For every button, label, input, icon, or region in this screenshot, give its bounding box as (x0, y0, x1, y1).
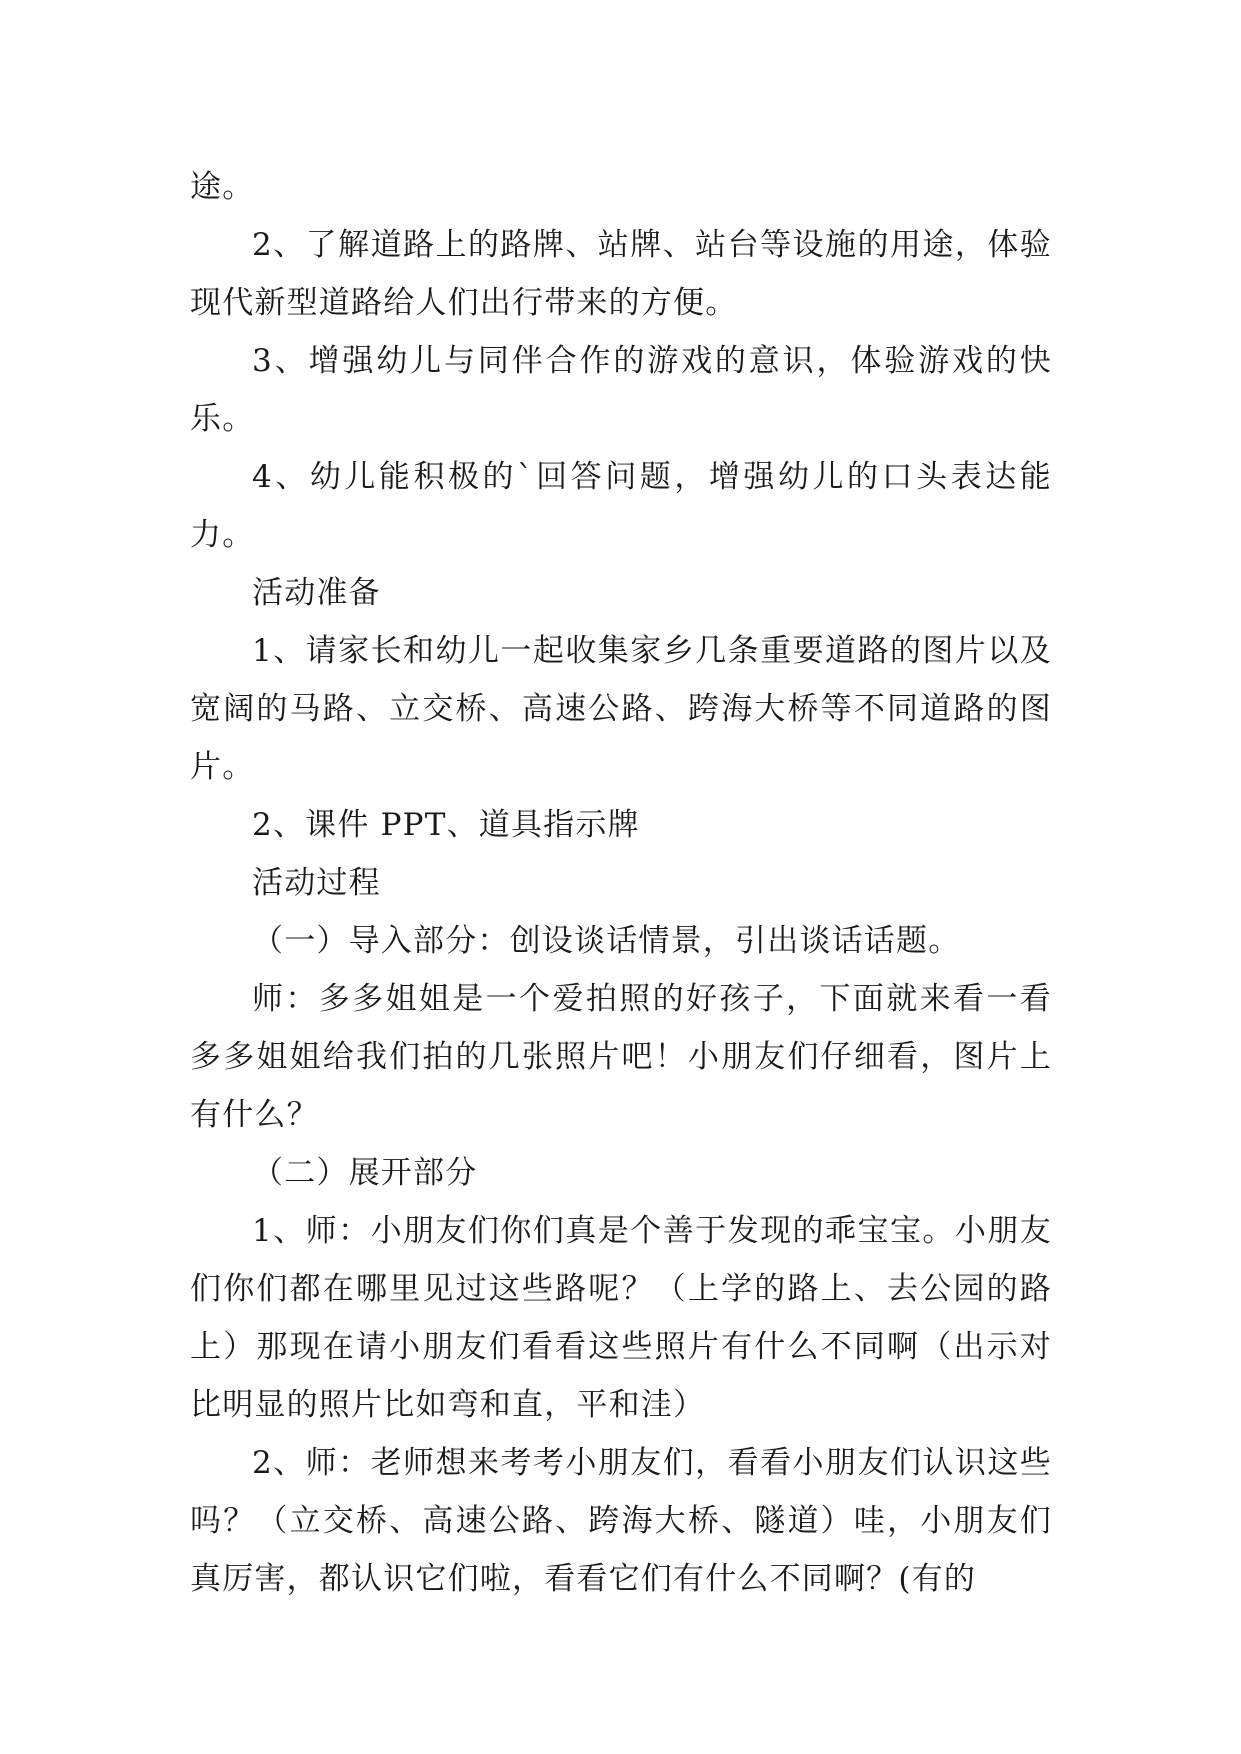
heading-preparation: 活动准备 (252, 575, 381, 611)
paragraph-preparation-2: 2、课件 PPT、道具指示牌 (252, 807, 640, 843)
paragraph-teacher-intro: 师：多多姐姐是一个爱拍照的好孩子，下面就来看一看多多姐姐给我们拍的几张照片吧！小朋友们仔细看，图片上有什么？ (190, 981, 1052, 1133)
paragraph-development-1: 1、师：小朋友们你们真是个善于发现的乖宝宝。小朋友们你们都在哪里见过这些路呢？（上学的路上、去公园的路上）那现在请小朋友们看看这些照片有什么不同啊（出示对比明显的照片比如弯和直，平和洼） (190, 1213, 1052, 1423)
paragraph-goal-4: 4、幼儿能积极的`回答问题，增强幼儿的口头表达能力。 (190, 459, 1052, 553)
document-body (190, 158, 1052, 1608)
paragraph-continuation: 途。 (190, 169, 255, 205)
paragraph-goal-2: 2、了解道路上的路牌、站牌、站台等设施的用途，体验现代新型道路给人们出行带来的方便。 (190, 227, 1052, 321)
paragraph-preparation-1: 1、请家长和幼儿一起收集家乡几条重要道路的图片以及宽阔的马路、立交桥、高速公路、跨海大桥等不同道路的图片。 (190, 633, 1052, 785)
heading-development-section: （二）展开部分 (252, 1155, 478, 1191)
paragraph-goal-3: 3、增强幼儿与同伴合作的游戏的意识，体验游戏的快乐。 (190, 343, 1052, 437)
paragraph-intro-section: （一）导入部分：创设谈话情景，引出谈话话题。 (252, 923, 961, 959)
heading-process: 活动过程 (252, 865, 381, 901)
paragraph-development-2: 2、师：老师想来考考小朋友们，看看小朋友们认识这些吗？（立交桥、高速公路、跨海大桥、隧道）哇，小朋友们真厉害，都认识它们啦，看看它们有什么不同啊？(有的 (190, 1445, 1052, 1597)
